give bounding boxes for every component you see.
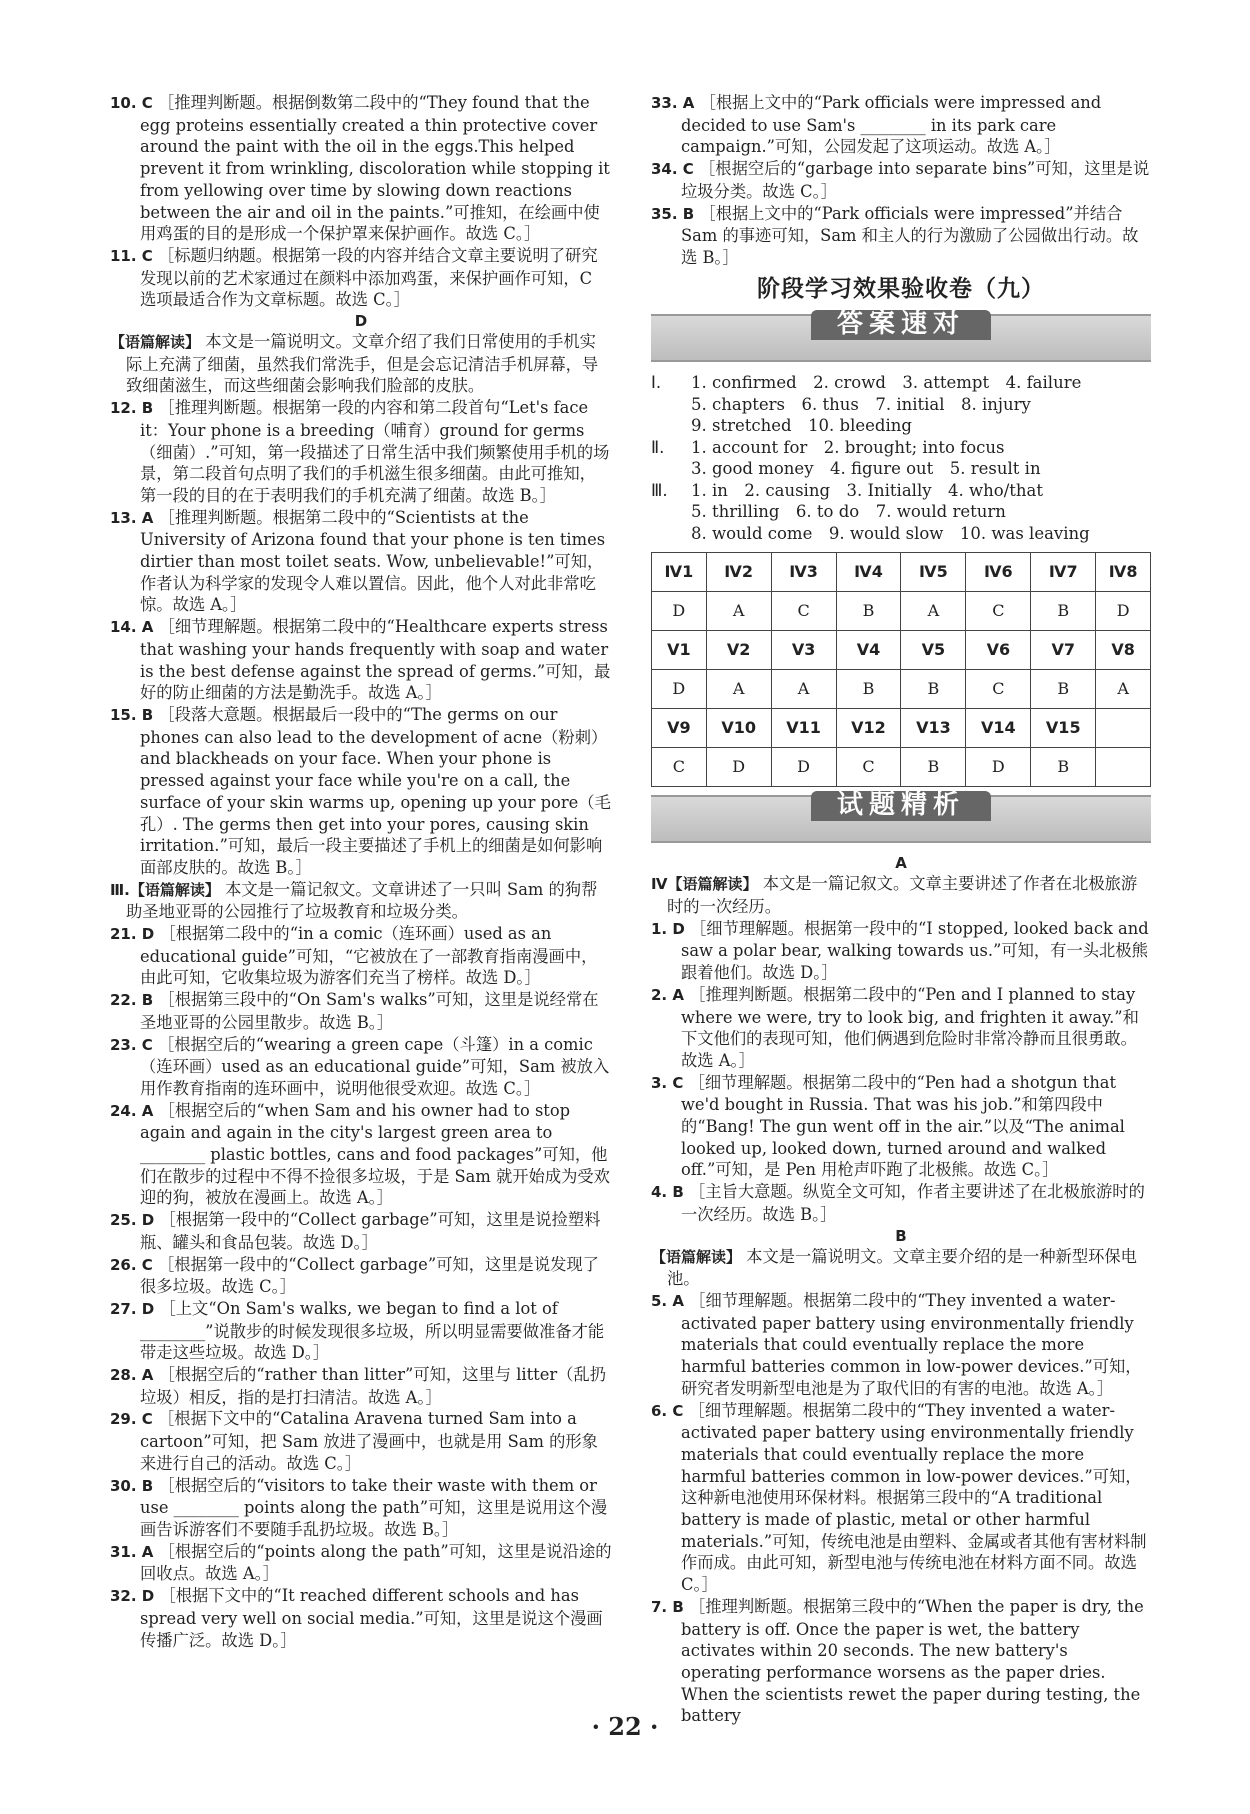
grid-cell: D — [652, 670, 707, 709]
grid-cell: B — [836, 592, 901, 631]
section-title: 阶段学习效果验收卷（九） — [757, 275, 1045, 302]
grid-cell: C — [836, 748, 901, 787]
answer-row: Ⅰ. 1. confirmed 2. crowd 3. attempt 4. failure — [651, 373, 1082, 393]
analysis-banner-label: 试题精析 — [811, 791, 991, 821]
grid-cell: Ⅳ7 — [1031, 553, 1096, 592]
answer-row: 3. good money 4. figure out 5. result in — [691, 459, 1041, 479]
grid-cell: Ⅳ3 — [771, 553, 836, 592]
grid-cell: A — [706, 592, 771, 631]
answer-key-banner — [651, 309, 1151, 362]
grid-cell: Ⅴ15 — [1031, 709, 1096, 748]
grid-cell: Ⅳ5 — [901, 553, 966, 592]
grid-cell: Ⅳ1 — [652, 553, 707, 592]
answer-key-banner-label: 答案速对 — [811, 310, 991, 340]
section-d-heading: D — [354, 312, 368, 331]
grid-cell: Ⅴ3 — [771, 631, 836, 670]
answer-q35: 35. B ［根据上文中的“Park officials were impressed”并结合 Sam 的事迹可知，Sam 和主人的行为激励了公园做出行动。故选 B。］ — [651, 203, 1139, 267]
answer-q22: 22. B ［根据第三段中的“On Sam's walks”可知，这里是说经常在圣地亚哥的公园里散步。故选 B。］ — [110, 990, 599, 1032]
passage-d-intro: 【语篇解读】 本文是一篇说明文。文章介绍了我们日常使用的手机实际上充满了细菌，虽然我们常洗手，但是会忘记清洁手机屏幕，导致细菌滋生，而这些细菌会影响我们脸部的皮肤。 — [110, 332, 599, 396]
answer-q32: 32. D ［根据下文中的“It reached different schools and has spread very well on social media.”可知，这里是说这个漫画传播广泛。故选 D。］ — [110, 1586, 603, 1650]
grid-cell: B — [1031, 670, 1096, 709]
answer-q10: 10. C ［推理判断题。根据倒数第二段中的“They found that the egg proteins essentially created a thin protective cover around the paint with the oil in the eggs.This helped prevent it from wrinkling, discoloration while stopping it from yellowing over time by slowing down reactions between the air and oil in the paints.”可推知，在绘画中使用鸡蛋的目的是形成一个保护罩来保护画作。故选 C。］ — [110, 93, 610, 244]
answer-q23: 23. C ［根据空后的“wearing a green cape（斗篷）in a comic（连环画）used as an educational guide”可知，Sam 被放入用作教育指南的连环画中，说明他很受欢迎。故选 C。］ — [110, 1034, 610, 1098]
passage-b-intro: 【语篇解读】 本文是一篇说明文。文章主要介绍的是一种新型环保电池。 — [651, 1246, 1137, 1289]
grid-cell: Ⅴ9 — [652, 709, 707, 748]
analysis-banner — [651, 790, 1151, 843]
grid-cell: C — [966, 592, 1031, 631]
grid-cell: Ⅴ11 — [771, 709, 836, 748]
grid-answer-row — [652, 748, 1151, 787]
grid-cell: B — [836, 670, 901, 709]
grid-cell: D — [771, 748, 836, 787]
grid-cell: A — [771, 670, 836, 709]
grid-cell: D — [652, 592, 707, 631]
answer-q26: 26. C ［根据第一段中的“Collect garbage”可知，这里是说发现了很多垃圾。故选 C。］ — [110, 1254, 599, 1297]
grid-cell: B — [901, 748, 966, 787]
grid-cell: Ⅴ13 — [901, 709, 966, 748]
answer-q34: 34. C ［根据空后的“garbage into separate bins”可知，这里是说垃圾分类。故选 C。］ — [651, 159, 1150, 201]
grid-cell: C — [652, 748, 707, 787]
answer-b5: 5. A ［细节理解题。根据第二段中的“They invented a water-activated paper battery using environmentally friendly materials that could eventually replace the more harmful batteries common in low-power devices.”可知，研究者发明新型电池是为了取代旧的有害的电池。故选 A。］ — [651, 1290, 1142, 1398]
answer-q15: 15. B ［段落大意题。根据最后一段中的“The germs on our phones can also lead to the development of acne（粉刺）and blackheads on your face. When your phone is pressed against your face while you're on a call, the surface of your skin warms up, opening up your pore（毛孔）. The germs then get into your pores, causing skin irritation.”可知，最后一段主要描述了手机上的细菌是如何影响面部皮肤的。故选 B。］ — [110, 704, 611, 877]
grid-cell: C — [771, 592, 836, 631]
grid-header-row — [652, 631, 1151, 670]
grid-cell: Ⅴ14 — [966, 709, 1031, 748]
answer-q25: 25. D ［根据第一段中的“Collect garbage”可知，这里是说捡塑料瓶、罐头和食品包装。故选 D。］ — [110, 1210, 601, 1252]
right-column — [651, 92, 1151, 1727]
grid-cell: B — [1031, 748, 1096, 787]
grid-cell: D — [966, 748, 1031, 787]
grid-cell: Ⅴ2 — [706, 631, 771, 670]
answer-a2: 2. A ［推理判断题。根据第二段中的“Pen and I planned to stay where we were, try to look big, and frighten it away.”和下文他们的表现可知，他们俩遇到危险时非常冷静而且很勇敢。故选 A。］ — [651, 984, 1139, 1070]
passage-a-intro: Ⅳ【语篇解读】 本文是一篇记叙文。文章主要讲述了作者在北极旅游时的一次经历。 — [651, 874, 1138, 917]
grid-cell: A — [901, 592, 966, 631]
grid-cell: Ⅳ8 — [1096, 553, 1151, 592]
grid-cell: Ⅴ6 — [966, 631, 1031, 670]
grid-cell: Ⅳ6 — [966, 553, 1031, 592]
answer-row: 5. chapters 6. thus 7. initial 8. injury — [691, 394, 1031, 414]
passage-iii-intro: Ⅲ.【语篇解读】 本文是一篇记叙文。文章讲述了一只叫 Sam 的狗帮助圣地亚哥的公园推行了垃圾教育和垃圾分类。 — [110, 879, 598, 922]
grid-cell: A — [1096, 670, 1151, 709]
grid-cell — [1096, 748, 1151, 787]
answer-q30: 30. B ［根据空后的“visitors to take their waste with them or use ________ points along the path”可知，这里是说用这个漫画告诉游客们不要随手乱扔垃圾。故选 B。］ — [110, 1475, 608, 1539]
grid-cell: Ⅴ7 — [1031, 631, 1096, 670]
answer-a4: 4. B ［主旨大意题。纵览全文可知，作者主要讲述了在北极旅游时的一次经历。故选 B。］ — [651, 1182, 1145, 1224]
answer-q29: 29. C ［根据下文中的“Catalina Aravena turned Sam into a cartoon”可知，把 Sam 放进了漫画中，也就是用 Sam 的形象来进行自己的活动。故选 C。］ — [110, 1409, 598, 1473]
grid-cell: Ⅳ4 — [836, 553, 901, 592]
page-number: · 22 · — [591, 1712, 659, 1741]
grid-cell: Ⅴ4 — [836, 631, 901, 670]
section-a-heading: A — [895, 854, 907, 873]
grid-cell: D — [1096, 592, 1151, 631]
answer-row: 8. would come 9. would slow 10. was leaving — [691, 523, 1090, 543]
answer-row: Ⅲ. 1. in 2. causing 3. Initially 4. who/that — [651, 480, 1044, 500]
grid-cell: Ⅴ8 — [1096, 631, 1151, 670]
answer-b7: 7. B ［推理判断题。根据第三段中的“When the paper is dry, the battery is off. Once the paper is wet, the battery activates within 20 seconds. The new battery's operating performance worsens as the paper dries. When the scientists rewet the paper during testing, the battery — [651, 1596, 1144, 1726]
answer-b6: 6. C ［细节理解题。根据第二段中的“They invented a water-activated paper battery using environmentally friendly materials that could eventually replace the more harmful batteries common in low-power devices.”可知，这种新电池使用环保材料。根据第三段中的“A traditional battery is made of plastic, metal or other harmful materials.”可知，传统电池是由塑料、金属或者其他有害材料制作而成。由此可知，新型电池与传统电池在材料方面不同。故选 C。］ — [651, 1400, 1147, 1595]
grid-cell: Ⅳ2 — [706, 553, 771, 592]
grid-header-row — [652, 553, 1151, 592]
grid-cell: Ⅴ12 — [836, 709, 901, 748]
answer-row: 5. thrilling 6. to do 7. would return — [691, 502, 1006, 522]
grid-cell: A — [706, 670, 771, 709]
answer-q13: 13. A ［推理判断题。根据第二段中的“Scientists at the University of Arizona found that your phone is ten times dirtier than most toilet seats. Wow, unbelievable!”可知，作者认为科学家的发现令人难以置信。因此，他个人对此非常吃惊。故选 A。］ — [110, 507, 606, 615]
grid-cell: B — [1031, 592, 1096, 631]
grid-cell: Ⅴ1 — [652, 631, 707, 670]
answer-q27: 27. D ［上文“On Sam's walks, we began to find a lot of ________”说散步的时候发现很多垃圾，所以明显需要做准备才能带走这些垃圾。故选 D。］ — [110, 1298, 605, 1363]
grid-cell: Ⅴ5 — [901, 631, 966, 670]
answer-q33: 33. A ［根据上文中的“Park officials were impressed and decided to use Sam's ________ in its park care campaign.”可知，公园发起了这项运动。故选 A。］ — [651, 93, 1102, 157]
answer-q24: 24. A ［根据空后的“when Sam and his owner had to stop again and again in the city's largest green area to ________ plastic bottles, cans and food packages”可知，他们在散步的过程中不得不捡很多垃圾，于是 Sam 就开始成为受欢迎的狗，被放在漫画上。故选 A。］ — [110, 1100, 610, 1208]
grid-cell: Ⅴ10 — [706, 709, 771, 748]
grid-header-row — [652, 709, 1151, 748]
answer-q14: 14. A ［细节理解题。根据第二段中的“Healthcare experts stress that washing your hands frequently with soap and water is the best defense against the spread of germs.”可知，最好的防止细菌的方法是勤洗手。故选 A。］ — [110, 617, 611, 703]
grid-cell: C — [966, 670, 1031, 709]
grid-answer-row — [652, 670, 1151, 709]
answer-a3: 3. C ［细节理解题。根据第二段中的“Pen had a shotgun that we'd bought in Russia. That was his job.”和第四段中的“Bang! The gun went off in the air.”以及“The animal looked up, looked down, turned around and walked off.”可知，是 Pen 用枪声吓跑了北极熊。故选 C。］ — [651, 1072, 1125, 1180]
answer-grid — [651, 552, 1151, 787]
section-b-heading: B — [895, 1226, 907, 1245]
answer-q12: 12. B ［推理判断题。根据第一段的内容和第二段首句“Let's face it：Your phone is a breeding（哺育）ground for germs（细菌）.”可知，第一段描述了日常生活中我们频繁使用手机的场景，第二段首句点明了我们的手机滋生很多细菌。由此可推知，第一段的目的在于表明我们的手机充满了细菌。故选 B。］ — [110, 398, 610, 505]
answer-row: Ⅱ. 1. account for 2. brought; into focus — [651, 437, 1005, 457]
answer-a1: 1. D ［细节理解题。根据第一段中的“I stopped, looked back and saw a polar bear, walking towards us.”可知，有一头北极熊跟着他们。故选 D。］ — [651, 918, 1149, 983]
grid-cell: D — [706, 748, 771, 787]
answer-row: 9. stretched 10. bleeding — [691, 416, 912, 436]
answer-q31: 31. A ［根据空后的“points along the path”可知，这里是说沿途的回收点。故选 A。］ — [110, 1541, 612, 1584]
grid-answer-row — [652, 592, 1151, 631]
grid-cell: B — [901, 670, 966, 709]
grid-cell — [1096, 709, 1151, 748]
answer-q21: 21. D ［根据第二段中的“in a comic（连环画）used as an educational guide”可知，“它被放在了一部教育指南漫画中，由此可知，它收集垃圾为游客们充当了榜样。故选 D。］ — [110, 924, 598, 988]
answer-key-list — [651, 372, 1151, 544]
answer-q28: 28. A ［根据空后的“rather than litter”可知，这里与 litter（乱扔垃圾）相反，指的是打扫清洁。故选 A。］ — [110, 1365, 606, 1407]
left-column — [110, 92, 612, 1651]
answer-q11: 11. C ［标题归纳题。根据第一段的内容并结合文章主要说明了研究发现以前的艺术家通过在颜料中添加鸡蛋，来保护画作可知，C 选项最适合作为文章标题。故选 C。］ — [110, 245, 598, 310]
